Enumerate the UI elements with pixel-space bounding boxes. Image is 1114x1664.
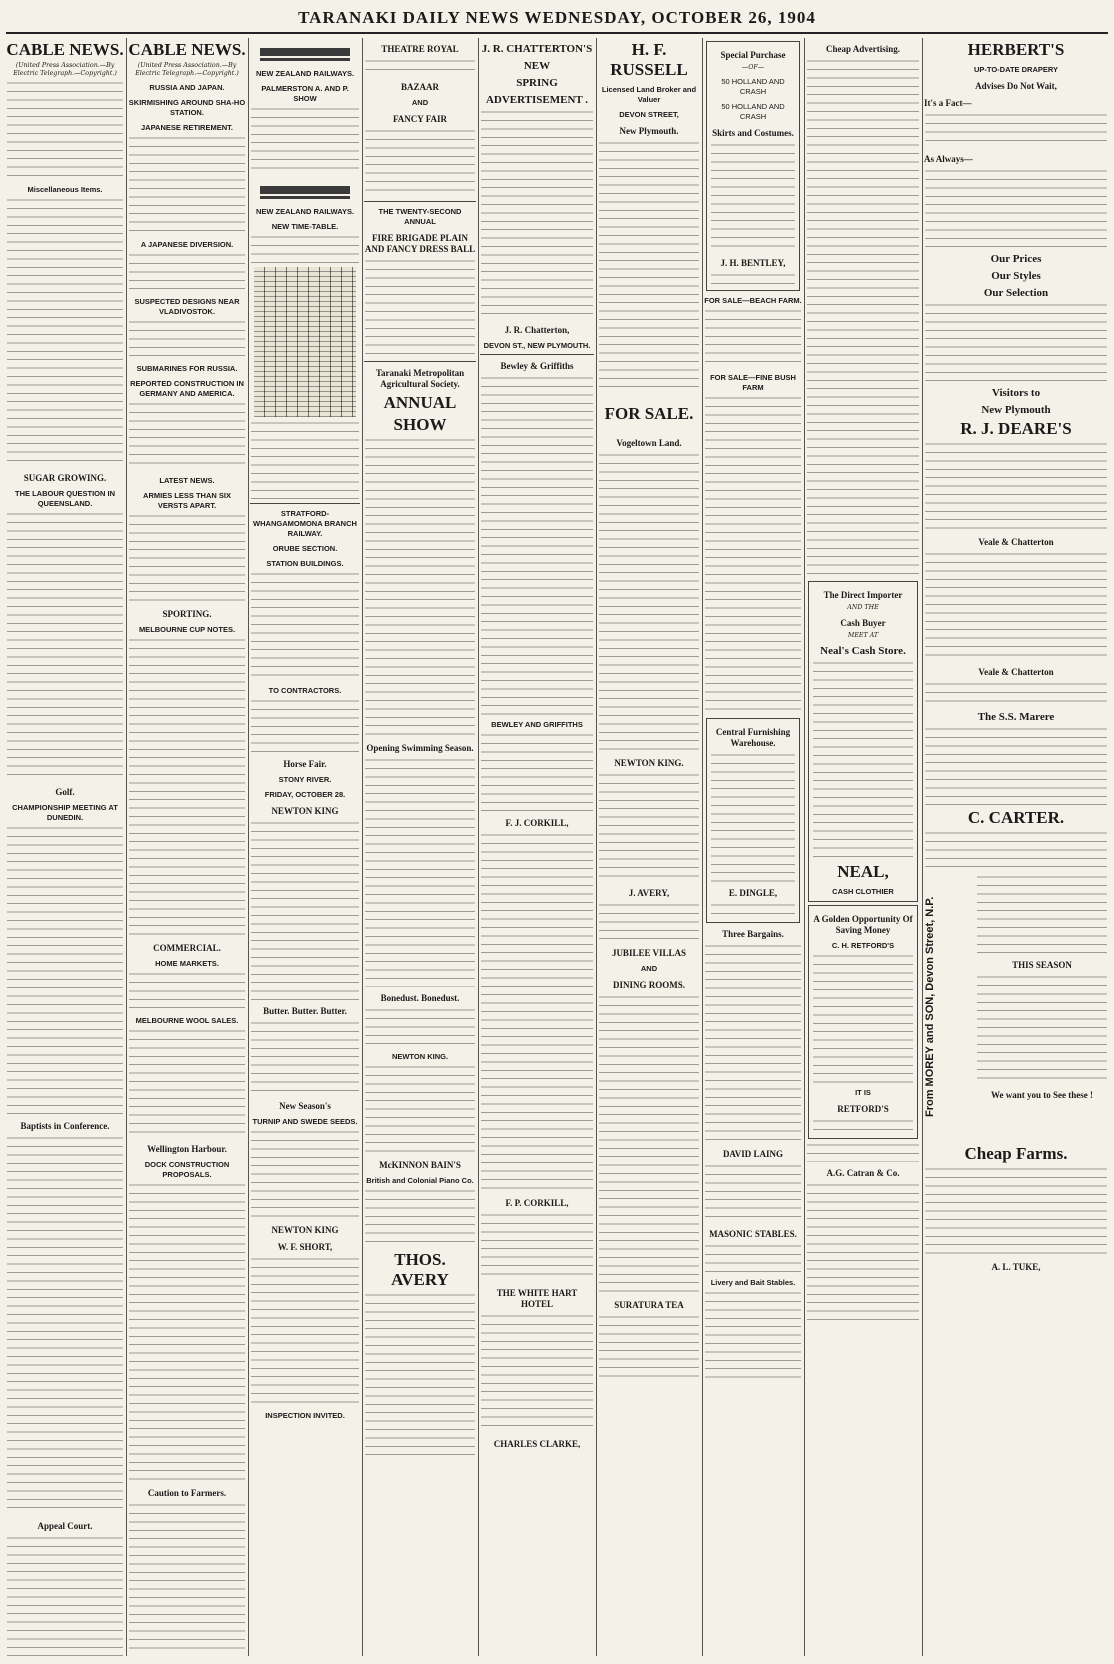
cable-news-subtitle: (United Press Association.—By Electric Telegraph.—Copyright.) xyxy=(135,62,239,77)
ad-subheading: STONY RIVER. xyxy=(278,775,332,784)
ad-heading: TO CONTRACTORS. xyxy=(268,686,342,695)
column-rule xyxy=(126,38,127,1656)
ad-heading: SURATURA TEA xyxy=(614,1300,684,1310)
ad-subheading: UP-TO-DATE DRAPERY xyxy=(973,65,1059,74)
section-subheading: REPORTED CONSTRUCTION IN GERMANY AND AMERICA. xyxy=(130,379,244,398)
ad-heading: SHOW xyxy=(393,415,447,434)
ad-subheading: DEVON ST., NEW PLYMOUTH. xyxy=(483,341,591,350)
ad-heading: FOR SALE—FINE BUSH FARM xyxy=(710,373,796,392)
timetable xyxy=(254,267,356,417)
ad-heading: Our Styles xyxy=(991,270,1041,282)
ad-heading: Our Prices xyxy=(990,253,1042,265)
ad-text xyxy=(813,953,913,1083)
railway-engine-image xyxy=(260,180,350,202)
ad-heading: STRATFORD-WHANGAMOMONA BRANCH RAILWAY. xyxy=(253,509,357,538)
ad-text xyxy=(251,820,359,1000)
ad-text xyxy=(599,452,699,752)
ad-text xyxy=(365,1007,475,1047)
section-subheading: CHAMPIONSHIP MEETING AT DUNEDIN. xyxy=(12,803,118,822)
column-4 xyxy=(364,38,476,1656)
ad-text xyxy=(251,106,359,176)
ad-heading: DINING ROOMS. xyxy=(612,980,685,990)
ad-heading: New Season's xyxy=(279,1101,331,1111)
section-subheading: SUSPECTED DESIGNS NEAR VLADIVOSTOK. xyxy=(134,297,240,316)
ad-subheading: 50 HOLLAND AND CRASH xyxy=(721,102,785,121)
ad-subheading: AND xyxy=(640,964,658,973)
ad-heading: A. L. TUKE, xyxy=(991,1262,1041,1272)
ad-text xyxy=(365,1188,475,1248)
ad-text xyxy=(599,1314,699,1384)
ad-subheading: Licensed Land Broker and Valuer xyxy=(601,85,697,104)
railway-engine-image xyxy=(260,42,350,64)
ad-text xyxy=(925,1166,1107,1256)
ad-text xyxy=(251,1129,359,1219)
ad-heading: THOS. AVERY xyxy=(391,1250,449,1289)
ad-text xyxy=(481,109,593,319)
article-text xyxy=(7,1135,123,1515)
ad-heading: Butter. Butter. Butter. xyxy=(263,1006,347,1016)
ad-text xyxy=(251,1256,359,1406)
ad-heading: ADVERTISEMENT . xyxy=(485,94,589,106)
ad-heading: FIRE BRIGADE PLAIN AND FANCY DRESS BALL xyxy=(364,233,476,254)
ad-heading: Three Bargains. xyxy=(722,929,784,939)
ad-heading: Cheap Advertising. xyxy=(825,44,900,54)
ad-heading: R. J. DEARE'S xyxy=(960,419,1072,438)
ad-heading: Opening Swimming Season. xyxy=(366,743,474,753)
ad-text xyxy=(599,902,699,942)
special-purchase-ad xyxy=(706,41,800,291)
ad-text xyxy=(481,375,593,715)
ad-text xyxy=(365,437,475,737)
ad-text xyxy=(705,308,801,368)
ad-heading: DAVID LAING xyxy=(722,1149,784,1159)
ad-heading: A.G. Catran & Co. xyxy=(826,1168,900,1178)
ad-heading: THE TWENTY-SECOND ANNUAL xyxy=(378,207,462,226)
section-heading: RUSSIA AND JAPAN. xyxy=(149,83,225,92)
ad-heading: NEW ZEALAND RAILWAYS. xyxy=(255,69,355,78)
ad-heading: Cheap Farms. xyxy=(964,1144,1068,1163)
ad-heading: Special Purchase xyxy=(720,50,786,60)
column-rule xyxy=(804,38,805,1656)
article-text xyxy=(129,1028,245,1138)
article-text xyxy=(129,1502,245,1656)
column-rule xyxy=(362,38,363,1656)
ad-heading: J. R. CHATTERTON'S xyxy=(481,43,593,55)
ad-heading: We want you to See these ! xyxy=(991,1090,1093,1100)
ad-text xyxy=(711,752,795,882)
ad-text xyxy=(705,1243,801,1273)
ad-heading: The S.S. Marere xyxy=(977,711,1055,723)
ad-text xyxy=(925,681,1107,706)
column-2 xyxy=(128,38,246,1656)
article-text xyxy=(129,971,245,1011)
ad-heading: J. R. Chatterton, xyxy=(504,325,570,335)
ad-subheading: TURNIP AND SWEDE SEEDS. xyxy=(252,1117,358,1126)
ad-text xyxy=(365,1292,475,1462)
section-subheading: LATEST NEWS. xyxy=(159,476,215,485)
ad-heading: AND xyxy=(411,98,429,107)
ad-text xyxy=(599,994,699,1294)
ad-heading: THE WHITE HART HOTEL xyxy=(496,1288,578,1309)
section-heading: Golf. xyxy=(55,787,75,797)
ad-text xyxy=(807,1142,919,1162)
ad-text xyxy=(925,551,1107,661)
retford-ad xyxy=(808,905,918,1139)
cable-news-title: CABLE NEWS. xyxy=(6,40,124,59)
ad-text xyxy=(599,772,699,882)
ad-heading: A Golden Opportunity Of Saving Money xyxy=(813,914,913,935)
ad-heading: ANNUAL xyxy=(383,393,457,412)
column-5 xyxy=(480,38,594,1656)
article-text xyxy=(7,197,123,467)
ad-heading: Our Selection xyxy=(983,287,1049,299)
ad-subheading: C. H. RETFORD'S xyxy=(831,941,895,950)
ad-text xyxy=(925,168,1107,248)
ad-heading: NEWTON KING. xyxy=(614,758,684,768)
ad-heading: CHARLES CLARKE, xyxy=(493,1439,581,1449)
cable-news-title: CABLE NEWS. xyxy=(128,40,246,59)
ad-text xyxy=(711,902,795,918)
ad-text xyxy=(925,302,1107,382)
ad-heading: SPRING xyxy=(516,77,558,89)
section-heading: Caution to Farmers. xyxy=(147,1488,227,1498)
column-rule xyxy=(248,38,249,1656)
ad-heading: British and Colonial Piano Co. xyxy=(366,1176,474,1185)
ad-text xyxy=(977,974,1107,1084)
column-8 xyxy=(806,38,920,1656)
ad-text xyxy=(705,395,801,715)
masthead: TARANAKI DAILY NEWS WEDNESDAY, OCTOBER 26, 1904 xyxy=(298,8,816,27)
ad-text xyxy=(481,732,593,812)
ad-text xyxy=(977,874,1107,954)
ad-heading: F. P. CORKILL, xyxy=(505,1198,569,1208)
column-6 xyxy=(598,38,700,1656)
ad-text xyxy=(251,420,359,500)
ad-subheading: IT IS xyxy=(855,1088,871,1097)
article-text xyxy=(129,637,245,937)
ad-heading: NEWTON KING xyxy=(271,1225,339,1235)
ad-text xyxy=(711,272,795,286)
ad-text xyxy=(365,757,475,987)
ad-text xyxy=(365,58,475,76)
column-9 xyxy=(924,38,1108,1656)
ad-text xyxy=(481,832,593,1192)
vertical-ad-text: From MOREY and SON, Devon Street, N.P. xyxy=(924,896,936,1118)
ad-subheading: FRIDAY, OCTOBER 28. xyxy=(264,790,346,799)
furnishing-ad xyxy=(706,718,800,923)
article-text xyxy=(129,1182,245,1482)
article-text xyxy=(129,513,245,603)
ad-text xyxy=(705,1163,801,1223)
direct-importer-ad xyxy=(808,581,918,902)
article-text xyxy=(7,825,123,1115)
section-heading: COMMERCIAL. xyxy=(153,943,221,953)
ad-text xyxy=(365,1064,475,1154)
ad-heading: FOR SALE. xyxy=(604,404,694,423)
ad-text xyxy=(925,830,1107,870)
section-subheading: JAPANESE RETIREMENT. xyxy=(141,123,233,132)
ad-heading: THEATRE ROYAL xyxy=(381,44,459,54)
article-text xyxy=(129,135,245,235)
ad-heading: NEWTON KING. xyxy=(391,1052,449,1061)
article-text xyxy=(129,319,245,359)
section-subheading: SKIRMISHING AROUND SHA-HO STATION. xyxy=(128,98,246,117)
ad-heading: E. DINGLE, xyxy=(728,888,778,898)
ad-heading: H. F. RUSSELL xyxy=(610,40,688,79)
ad-heading: JUBILEE VILLAS xyxy=(611,948,687,958)
column-1 xyxy=(6,38,124,1656)
ad-heading: The Direct Importer xyxy=(823,590,903,600)
column-rule xyxy=(922,38,923,1656)
column-rule xyxy=(478,38,479,1656)
ad-subheading: —OF— xyxy=(741,64,765,71)
section-heading: Miscellaneous Items. xyxy=(27,185,103,194)
ad-heading: HERBERT'S xyxy=(967,40,1065,59)
ad-heading: FOR SALE—BEACH FARM. xyxy=(704,296,802,305)
ad-heading: RETFORD'S xyxy=(837,1104,889,1114)
ad-subheading: ORUBE SECTION. xyxy=(272,544,338,553)
section-subheading: MELBOURNE CUP NOTES. xyxy=(138,625,236,634)
section-heading: Appeal Court. xyxy=(37,1521,93,1531)
section-subheading: ARMIES LESS THAN SIX VERSTS APART. xyxy=(143,491,231,510)
morey-ad xyxy=(924,872,1108,1142)
ad-text xyxy=(705,1290,801,1380)
ad-heading: BAZAAR xyxy=(400,82,439,92)
ad-heading: Visitors to xyxy=(991,387,1041,399)
ad-heading: Bewley & Griffiths xyxy=(500,361,574,371)
ad-heading: Veale & Chatterton xyxy=(978,537,1054,547)
column-rule xyxy=(702,38,703,1656)
ad-heading: Veale & Chatterton xyxy=(978,667,1054,677)
ad-heading: NEW ZEALAND RAILWAYS. xyxy=(255,207,355,216)
cable-news-subtitle: (United Press Association.—By Electric Telegraph.—Copyright.) xyxy=(13,62,117,77)
ad-text xyxy=(251,234,359,264)
ad-subheading: DEVON STREET, xyxy=(619,110,679,119)
ad-heading: McKINNON BAIN'S xyxy=(379,1160,461,1170)
ad-text xyxy=(925,726,1107,806)
ad-heading: MASONIC STABLES. xyxy=(709,1229,797,1239)
section-subheading: THE LABOUR QUESTION IN QUEENSLAND. xyxy=(14,489,115,508)
ad-text xyxy=(365,258,475,358)
ad-heading: Vogeltown Land. xyxy=(616,438,682,448)
article-text xyxy=(7,1535,123,1656)
ad-heading: THIS SEASON xyxy=(1012,960,1072,970)
ad-heading: Bonedust. Bonedust. xyxy=(380,993,460,1003)
ad-heading: NEWTON KING xyxy=(271,806,339,816)
ad-subheading: 50 HOLLAND AND CRASH xyxy=(721,77,785,96)
ad-text xyxy=(481,1212,593,1282)
ad-heading: C. CARTER. xyxy=(967,808,1065,827)
section-subheading: SUBMARINES FOR RUSSIA. xyxy=(136,364,238,373)
ad-text xyxy=(925,441,1107,531)
section-subheading: HOME MARKETS. xyxy=(155,959,219,968)
ad-text xyxy=(925,112,1107,148)
ad-heading: Taranaki Metropolitan Agricultural Society. xyxy=(375,368,465,389)
section-heading: Wellington Harbour. xyxy=(147,1144,227,1154)
ad-text xyxy=(365,128,475,198)
ad-subheading: NEW TIME-TABLE. xyxy=(271,222,339,231)
ad-text xyxy=(813,660,913,860)
ad-subheading: STATION BUILDINGS. xyxy=(266,559,344,568)
article-text xyxy=(7,80,123,180)
column-rule xyxy=(596,38,597,1656)
article-text xyxy=(7,511,123,781)
article-text xyxy=(129,401,245,471)
column-7 xyxy=(704,38,802,1656)
ad-text xyxy=(711,142,795,252)
ad-subheading: MEET AT xyxy=(847,632,879,639)
ad-heading: PALMERSTON A. AND P. SHOW xyxy=(261,84,349,103)
ad-subheading: CASH CLOTHIER xyxy=(832,887,894,896)
ad-heading: FANCY FAIR xyxy=(392,114,448,124)
ad-heading: New Plymouth. xyxy=(619,126,679,136)
ad-heading: W. F. SHORT, xyxy=(277,1242,333,1252)
ad-heading: New Plymouth xyxy=(981,404,1051,416)
section-heading: Baptists in Conference. xyxy=(20,1121,110,1131)
column-3 xyxy=(250,38,360,1656)
ad-heading: Skirts and Costumes. xyxy=(712,128,794,138)
ad-heading: J. AVERY, xyxy=(628,888,670,898)
ad-heading: F. J. CORKILL, xyxy=(505,818,569,828)
ad-heading: Livery and Bait Stables. xyxy=(710,1278,796,1287)
section-heading: SUGAR GROWING. xyxy=(23,473,107,483)
ad-heading: Central Furnishing Warehouse. xyxy=(715,727,791,748)
section-subheading: MELBOURNE WOOL SALES. xyxy=(135,1016,239,1025)
ad-heading: As Always— xyxy=(924,154,973,164)
ad-text xyxy=(251,571,359,681)
ad-text xyxy=(481,1313,593,1433)
ad-heading: BEWLEY AND GRIFFITHS xyxy=(491,720,583,729)
section-subheading: A JAPANESE DIVERSION. xyxy=(140,240,234,249)
ad-heading: It's a Fact— xyxy=(924,98,972,108)
ad-heading: Neal's Cash Store. xyxy=(820,645,906,657)
ad-heading: NEW xyxy=(523,60,551,72)
ad-subheading: AND THE xyxy=(847,604,879,611)
masthead-rule xyxy=(6,32,1108,34)
ad-text xyxy=(599,140,699,390)
article-text xyxy=(129,252,245,292)
ad-text xyxy=(813,1118,913,1134)
ad-heading: Cash Buyer xyxy=(840,618,886,628)
ad-text xyxy=(705,943,801,1143)
ad-heading: Advises Do Not Wait, xyxy=(975,81,1057,91)
ad-text xyxy=(251,698,359,753)
ad-text xyxy=(807,1182,919,1322)
ad-heading: Horse Fair. xyxy=(283,759,327,769)
ad-heading: NEAL, xyxy=(837,862,889,881)
ad-text xyxy=(807,58,919,578)
ad-text xyxy=(251,1020,359,1095)
section-subheading: DOCK CONSTRUCTION PROPOSALS. xyxy=(144,1160,230,1179)
ad-heading: J. H. BENTLEY, xyxy=(720,258,786,268)
ad-heading: INSPECTION INVITED. xyxy=(265,1411,345,1420)
section-heading: SPORTING. xyxy=(162,609,212,619)
